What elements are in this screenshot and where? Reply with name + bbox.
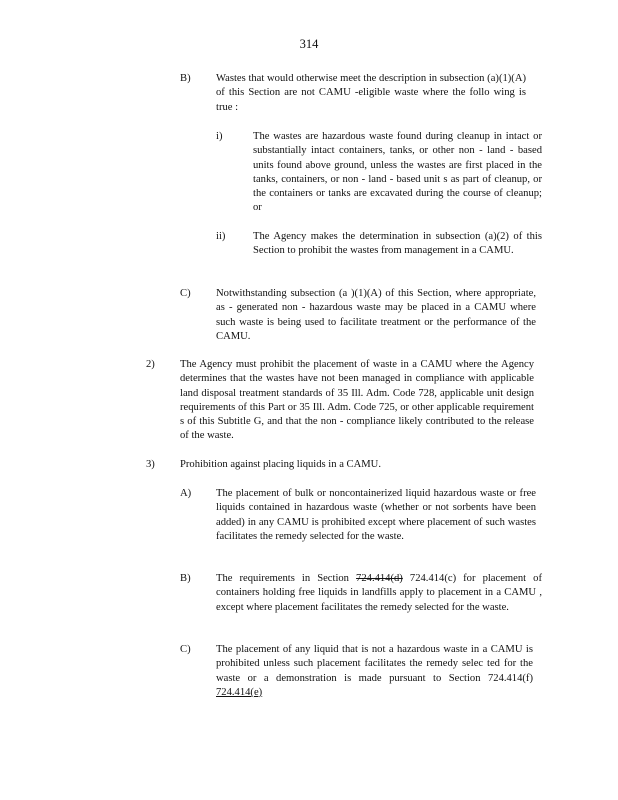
item-text: The Agency must prohibit the placement of waste in a CAMU where the Agency determines that the wastes have not been managed in compliance with applicable land disposal treatment standards of 35 Ill. Adm. Code 728, applicable unit design requirements of this Part or 35 Ill. Adm. Code 725, or other applicable requirement s of this Subtitle G, and that the non - compliance likely contributed to the release of the waste. — [180, 359, 534, 442]
item-label: B) — [180, 573, 191, 584]
item-text: Wastes that would otherwise meet the description in subsection (a)(1)(A) of this Section are not CAMU -eligible waste where the follo wing is true : — [216, 73, 526, 113]
item-label: 2) — [146, 359, 155, 370]
item-text: The wastes are hazardous waste found during cleanup in intact or substantially intact containers, tanks, or other non - land - based units found above ground, unless the wastes are first placed in the tanks, containers, or non - land - based unit s as part of cleanup, or the containers or tanks are excavated during the course of cleanup; or — [253, 131, 542, 214]
item-text — [216, 572, 542, 615]
item-text: The placement of bulk or noncontainerized liquid hazardous waste or free liquids contained in hazardous waste (whether or not sorbents have been added) in any CAMU is prohibited except where placement of such wastes facilitates the remedy selected for the waste. — [216, 488, 536, 542]
struck-citation: 724.414(d) — [356, 573, 403, 584]
text-segment: The requirements in Section — [216, 573, 349, 584]
item-text: The Agency makes the determination in subsection (a)(2) of this Section to prohibit the wastes from management in a CAMU. — [253, 231, 542, 257]
item-label: C) — [180, 288, 191, 299]
item-label: 3) — [146, 459, 155, 470]
item-text: Notwithstanding subsection (a )(1)(A) of this Section, where appropriate, as - generated non - hazardous waste may be placed in a CAMU where such waste is being used to facilitate treatment or the performance of the CAMU. — [216, 288, 536, 342]
item-text — [216, 643, 533, 700]
item-label: ii) — [216, 231, 226, 242]
text-segment: The placement of any liquid that is not a hazardous waste in a CAMU is prohibited unless such placement facilitates the remedy selec ted for the waste or a demonstration is made pursuant to Section 724.414(f) — [216, 644, 533, 684]
text-segment: 724.414(c) for placement of containers holding free liquids in landfills apply to placement in a CAMU , except where placement facilitates the remedy selected for the waste. — [216, 573, 542, 613]
item-label: A) — [180, 488, 192, 499]
item-label: B) — [180, 73, 191, 84]
item-label: C) — [180, 644, 191, 655]
inserted-citation: 724.414(e) — [216, 686, 263, 698]
page-number: 314 — [299, 37, 319, 51]
item-text: Prohibition against placing liquids in a CAMU. — [180, 459, 381, 470]
item-label: i) — [216, 131, 223, 142]
